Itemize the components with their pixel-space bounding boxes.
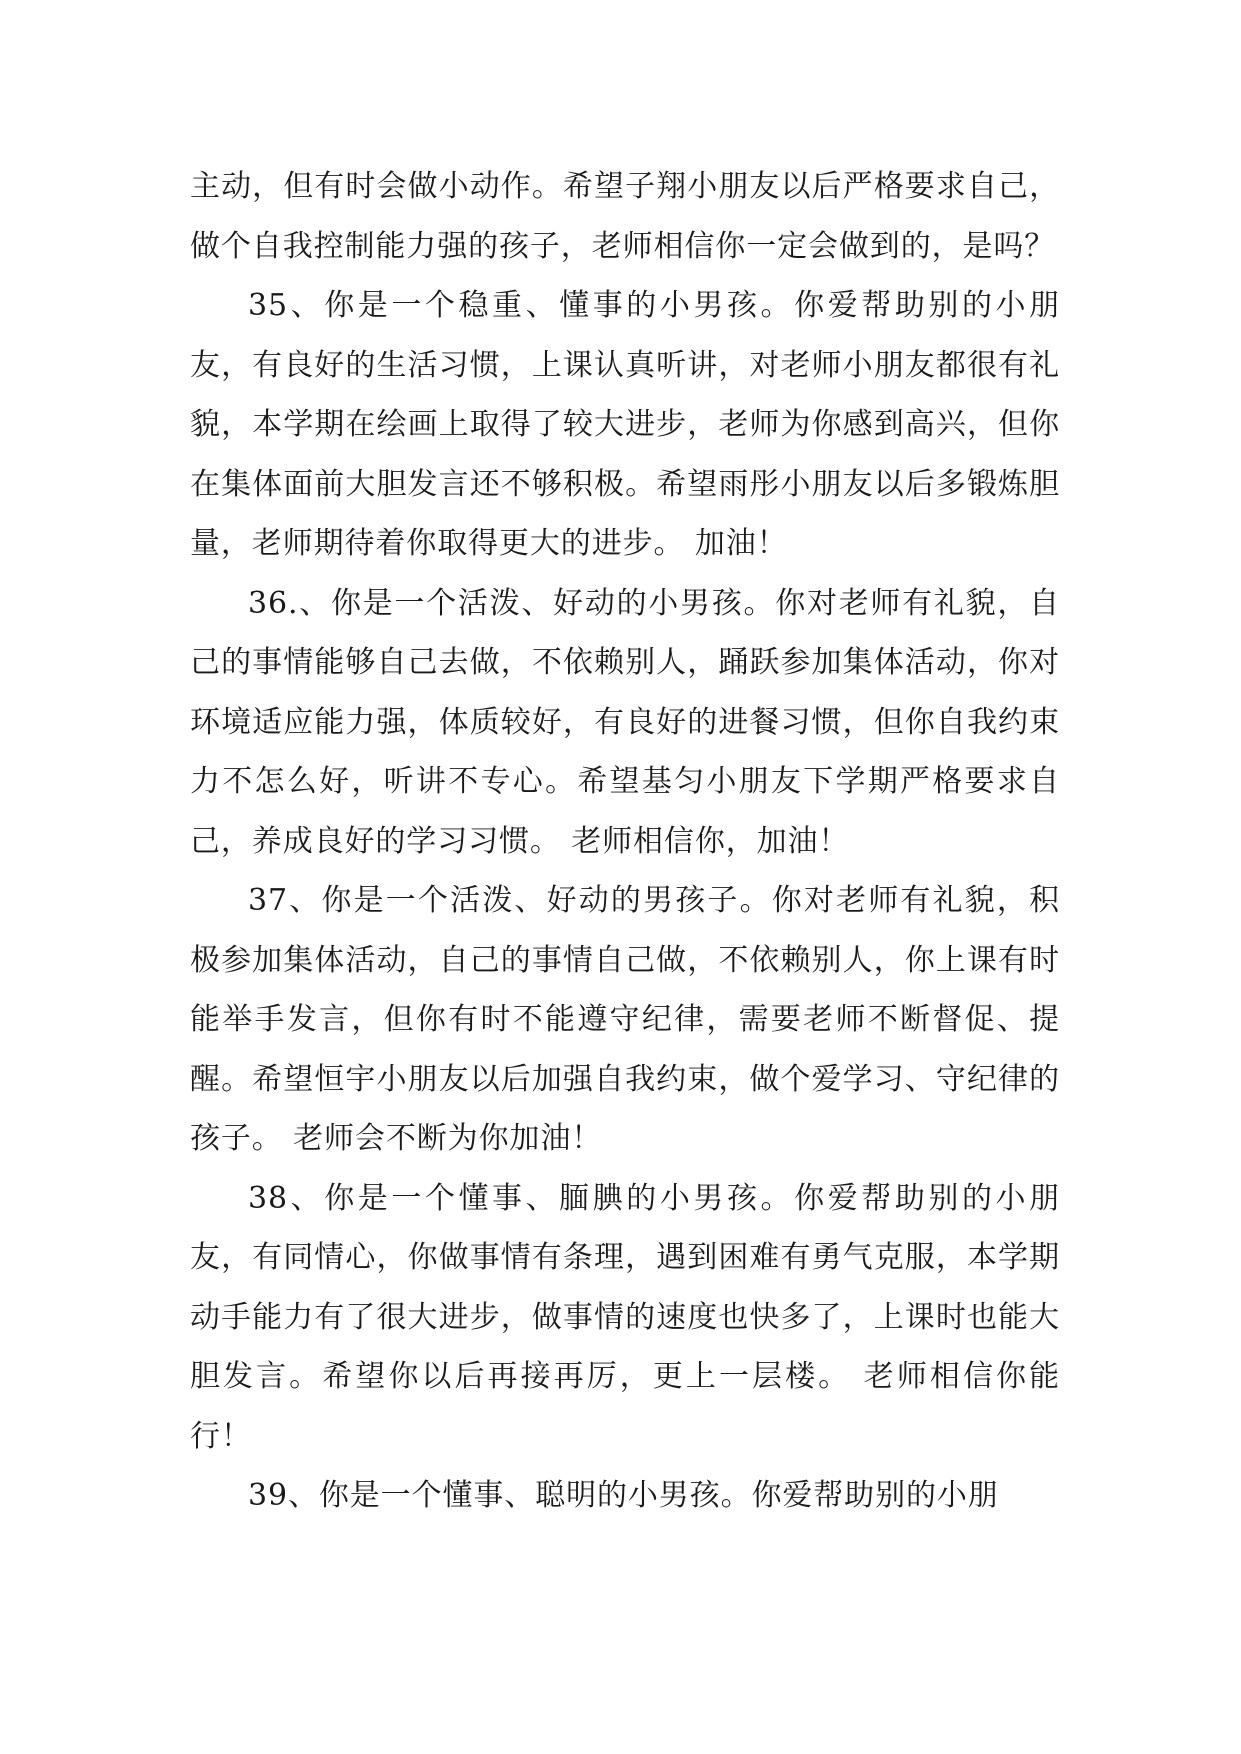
paragraph-item-35: 35、你是一个稳重、懂事的小男孩。你爱帮助别的小朋友，有良好的生活习惯，上课认真听讲，对老师小朋友都很有礼貌，本学期在绘画上取得了较大进步，老师为你感到高兴，但你在集体面前大胆发言还不够积极。希望雨彤小朋友以后多锻炼胆量，老师期待着你取得更大的进步。 加油！ — [190, 288, 1060, 561]
paragraph-item-37: 37、你是一个活泼、好动的男孩子。你对老师有礼貌，积极参加集体活动，自己的事情自己做，不依赖别人，你上课有时能举手发言，但你有时不能遵守纪律，需要老师不断督促、提醒。希望恒宇小朋友以后加强自我约束，做个爱学习、守纪律的孩子。 老师会不断为你加油！ — [190, 883, 1060, 1156]
paragraph-item-36: 36.、你是一个活泼、好动的小男孩。你对老师有礼貌，自己的事情能够自己去做，不依赖别人，踊跃参加集体活动，你对环境适应能力强，体质较好，有良好的进餐习惯，但你自我约束力不怎么好，听讲不专心。希望基匀小朋友下学期严格要求自己，养成良好的学习习惯。 老师相信你，加油！ — [190, 585, 1060, 859]
paragraph-item-38: 38、你是一个懂事、腼腆的小男孩。你爱帮助别的小朋友，有同情心，你做事情有条理，遇到困难有勇气克服，本学期动手能力有了很大进步，做事情的速度也快多了，上课时也能大胆发言。希望你以后再接再厉，更上一层楼。 老师相信你能行！ — [190, 1180, 1060, 1454]
paragraph-continuation: 主动，但有时会做小动作。希望子翔小朋友以后严格要求自己，做个自我控制能力强的孩子，老师相信你一定会做到的，是吗？ — [190, 169, 1060, 264]
paragraph-item-39: 39、你是一个懂事、聪明的小男孩。你爱帮助别的小朋 — [248, 1478, 999, 1513]
document-body — [190, 157, 1060, 1526]
